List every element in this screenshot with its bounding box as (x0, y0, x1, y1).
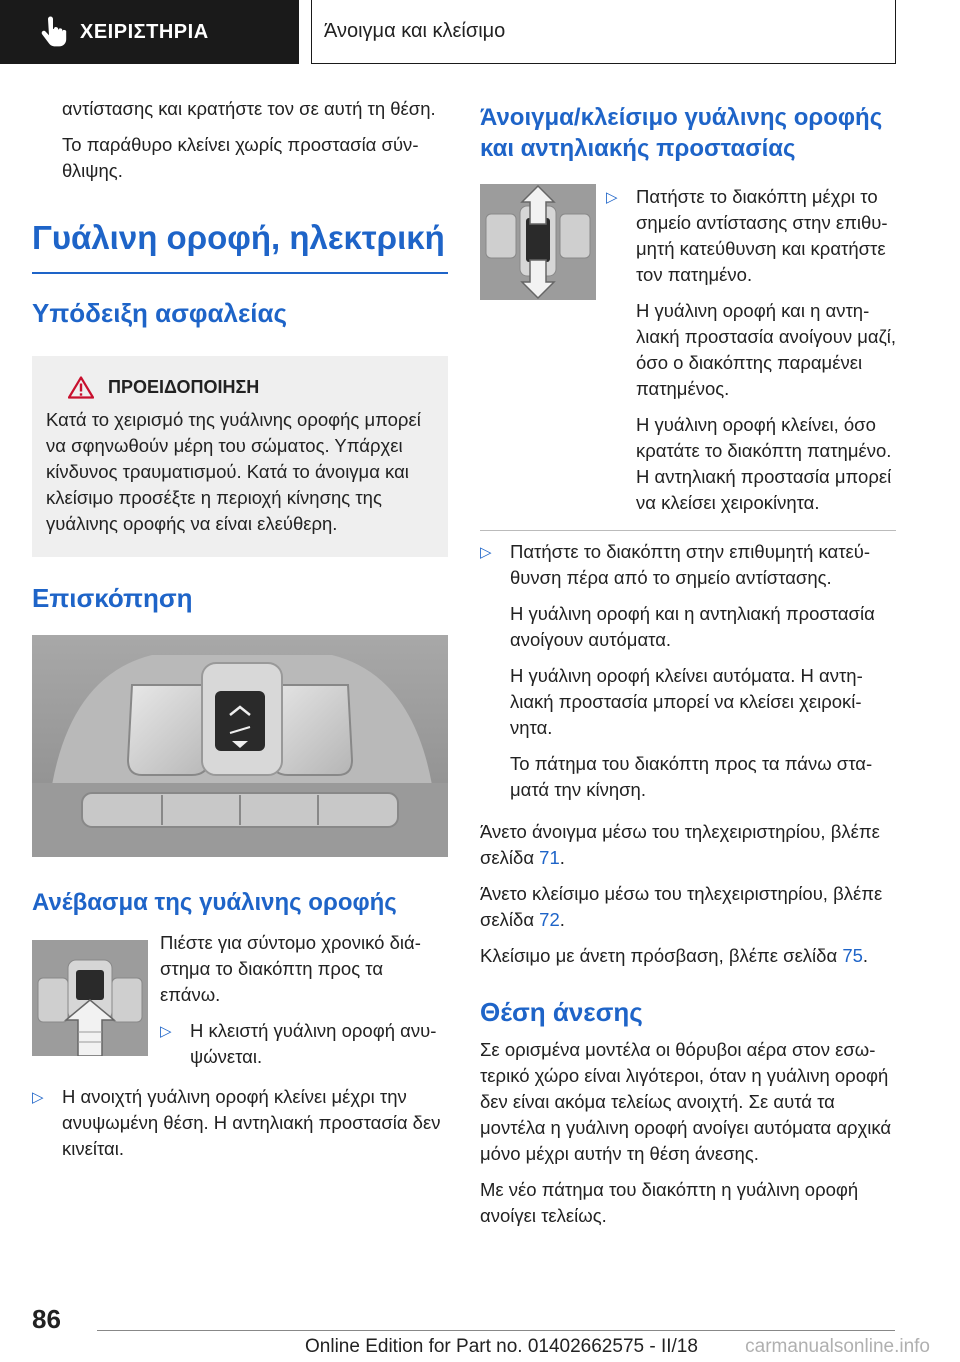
comfort-title: Θέση άνεσης (480, 997, 643, 1027)
step-1-result-2: Η γυάλινη οροφή κλείνει, όσο κρατάτε το διακόπτη πατημένο. Η αντηλιακή προστασία μπορεί να κλείσει χειροκίνητα. (636, 414, 892, 513)
raise-bullet-2-text: Η ανοιχτή γυάλινη οροφή κλείνει μέχρι την ανυψωμένη θέση. Η αντηλιακή προστασία δεν κινείται. (62, 1085, 441, 1159)
hand-pointer-icon (36, 15, 70, 49)
section-tab-label: ΧΕΙΡΙΣΤΗΡΙΑ (80, 20, 209, 43)
warning-heading (68, 376, 434, 399)
keyless-close-ref: Κλείσιμο με άνετη πρόσβαση, βλέπε σελίδα 75. (480, 945, 869, 966)
step-1-result-1: Η γυάλινη οροφή και η αντηλιακή προστασία ανοίγουν μαζί, όσο ο διακόπτης παραμένει πατημένος. (636, 300, 896, 399)
triangle-bullet-icon: ▷ (480, 544, 492, 561)
step-2 (480, 539, 896, 591)
page-number: 86 (32, 1304, 61, 1334)
chapter-tab-label: Άνοιγμα και κλείσιμο (324, 20, 506, 42)
step-divider (480, 530, 896, 531)
remote-close-page-link[interactable]: 72 (539, 909, 560, 930)
keyless-close-page-link[interactable]: 75 (842, 945, 863, 966)
safety-title: Υπόδειξη ασφαλείας (32, 297, 288, 328)
warning-label: ΠΡΟΕΙΔΟΠΟΙΗΣΗ (108, 376, 260, 397)
keyless-close-text: Κλείσιμο με άνετη πρόσβαση, βλέπε σελίδα (480, 945, 838, 966)
remote-open-page-link[interactable]: 71 (539, 847, 560, 868)
switch-updown-illustration (480, 184, 596, 300)
open-close-image (480, 184, 596, 300)
step-1-text: Πατήστε το διακόπτη μέχρι το σημείο αντίστασης στην επιθυμητή κατεύθυνση και κρατήστε τον πατημένο. (636, 186, 888, 285)
remote-close-text: Άνετο κλείσιμο μέσω του τηλεχειριστηρίου, βλέπε σελίδα (480, 883, 883, 930)
step-1 (606, 184, 896, 288)
step-2-result-1: Η γυάλινη οροφή και η αντηλιακή προστασία ανοίγουν αυτόματα. (510, 603, 875, 650)
main-title-text: Γυάλινη οροφή, ηλεκτρική (32, 219, 445, 256)
step-2-result-2: Η γυάλινη οροφή κλείνει αυτόματα. Η αντηλιακή προστασία μπορεί να κλείσει χειροκίνητα. (510, 665, 863, 738)
remote-close-ref: Άνετο κλείσιμο μέσω του τηλεχειριστηρίου, βλέπε σελίδα 72. (480, 883, 883, 930)
continued-text: αντίστασης και κρατήστε τον σε αυτή τη θέση. (62, 98, 436, 119)
triangle-bullet-icon: ▷ (606, 189, 618, 206)
continued-instruction (32, 96, 448, 184)
open-close-steps (606, 184, 896, 516)
roof-console-illustration (32, 635, 448, 857)
raise-text: Πιέστε για σύντομο χρονικό διάστημα το διακόπτη προς τα επάνω. (160, 931, 421, 1005)
page-header (0, 0, 960, 66)
open-close-title: Άνοιγμα/κλείσιμο γυάλινης οροφής και αντηλιακής προστασίας (480, 104, 883, 162)
raise-section (32, 930, 448, 1070)
comfort-text-2: Με νέο πάτημα του διακόπτη η γυάλινη οροφή ανοίγει τελείως. (480, 1179, 859, 1226)
title-divider (32, 272, 448, 274)
left-column (32, 96, 448, 1162)
raise-instructions (160, 930, 448, 1070)
footer-divider (97, 1330, 895, 1331)
section-tab[interactable] (0, 0, 299, 64)
continued-text-2: Το παράθυρο κλείνει χωρίς προστασία σύνθλιψης. (62, 134, 419, 181)
step-2-result-3: Το πάτημα του διακόπτη προς τα πάνω σταματά την κίνηση. (510, 753, 873, 800)
remote-open-ref: Άνετο άνοιγμα μέσω του τηλεχειριστηρίου, βλέπε σελίδα 71. (480, 821, 880, 868)
overview-image (32, 635, 448, 857)
chapter-tab[interactable] (311, 0, 896, 64)
right-column (480, 96, 896, 1229)
triangle-bullet-icon: ▷ (160, 1022, 172, 1040)
watermark: carmanualsonline.info (745, 1336, 930, 1357)
raise-image (32, 940, 148, 1056)
switch-up-illustration (32, 940, 148, 1056)
warning-text: Κατά το χειρισμό της γυάλινης οροφής μπορεί να σφηνωθούν μέρη του σώματος. Υπάρχει κίνδυνος τραυματισμού. Κατά το άνοιγμα και κλείσιμο προσέξτε η περιοχή κίνησης της γυάλινης οροφής να είναι ελεύθερη. (46, 408, 421, 534)
edition-text: Online Edition for Part no. 01402662575 - II/18 (305, 1336, 698, 1357)
main-title (32, 218, 448, 274)
step-2-text: Πατήστε το διακόπτη στην επιθυμητή κατεύθυνση πέρα από το σημείο αντίστασης. (510, 541, 871, 588)
raise-title: Ανέβασμα της γυάλινης οροφής (32, 888, 397, 916)
overview-title: Επισκόπηση (32, 582, 193, 613)
raise-bullet-2 (32, 1084, 448, 1162)
warning-triangle-icon (68, 376, 94, 399)
comfort-text: Σε ορισμένα μοντέλα οι θόρυβοι αέρα στον εσωτερικό χώρο είναι λιγότεροι, όταν η γυάλινη οροφή δεν είναι ακόμα τελείως ανοιχτή. Σε αυτά τα μοντέλα η γυάλινη οροφή ανοίγει αυτόματα αρχικά μόνο μέχρι αυτήν τη θέση άνεσης. (480, 1039, 892, 1164)
triangle-bullet-icon: ▷ (32, 1088, 44, 1106)
open-close-section (480, 184, 896, 516)
warning-box (32, 356, 448, 557)
raise-bullet-1 (160, 1018, 448, 1070)
raise-bullet-1-text: Η κλειστή γυάλινη οροφή ανυψώνεται. (190, 1019, 437, 1067)
remote-open-text: Άνετο άνοιγμα μέσω του τηλεχειριστηρίου, βλέπε σελίδα (480, 821, 880, 868)
